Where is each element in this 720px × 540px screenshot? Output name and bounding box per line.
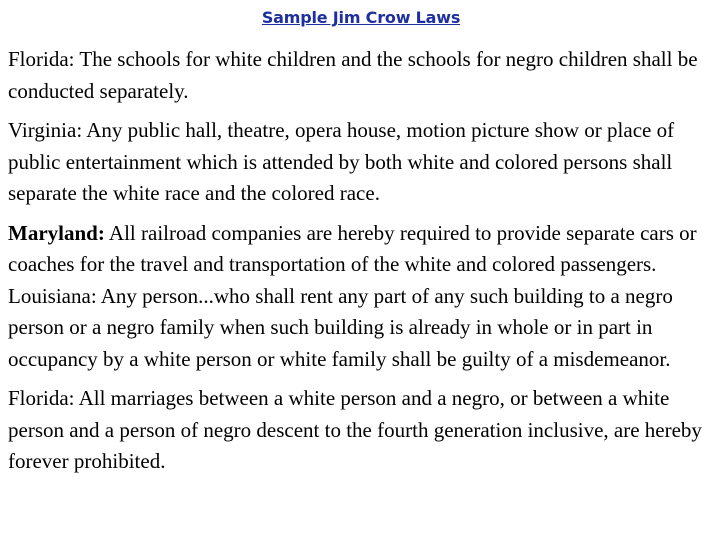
law-text: : The schools for white children and the schools for negro children shall be conducted separately. — [8, 47, 698, 103]
law-text: : All marriages between a white person and a negro, or between a white person and a person of negro descent to the fourth generation inclusive, are hereby forever prohibited. — [8, 386, 702, 473]
law-text: : Any person...who shall rent any part of any such building to a negro person or a negro family when such building is already in whole or in part in occupancy by a white person or white family shall be guilty of a misdemeanor. — [8, 283, 673, 371]
law-state-label: Maryland: — [8, 220, 105, 245]
law-virginia-public-halls — [8, 115, 714, 210]
page-title: Sample Jim Crow Laws — [261, 8, 461, 27]
law-state-label: Virginia — [8, 118, 77, 142]
law-text: All railroad companies are hereby required to provide separate cars or coaches for the travel and transportation of the white and colored passengers. — [8, 220, 697, 276]
law-state-label: Florida — [8, 386, 69, 410]
law-text: : Any public hall, theatre, opera house, motion picture show or place of public entertainment which is attended by both white and colored persons shall separate the white race and the colored race. — [8, 118, 675, 205]
law-florida-marriages — [8, 383, 714, 478]
law-state-label: Florida — [8, 47, 69, 71]
law-florida-schools — [8, 44, 714, 107]
law-maryland-railroads — [8, 218, 714, 281]
law-state-label: Louisiana — [8, 283, 91, 308]
law-louisiana-housing — [8, 281, 714, 376]
